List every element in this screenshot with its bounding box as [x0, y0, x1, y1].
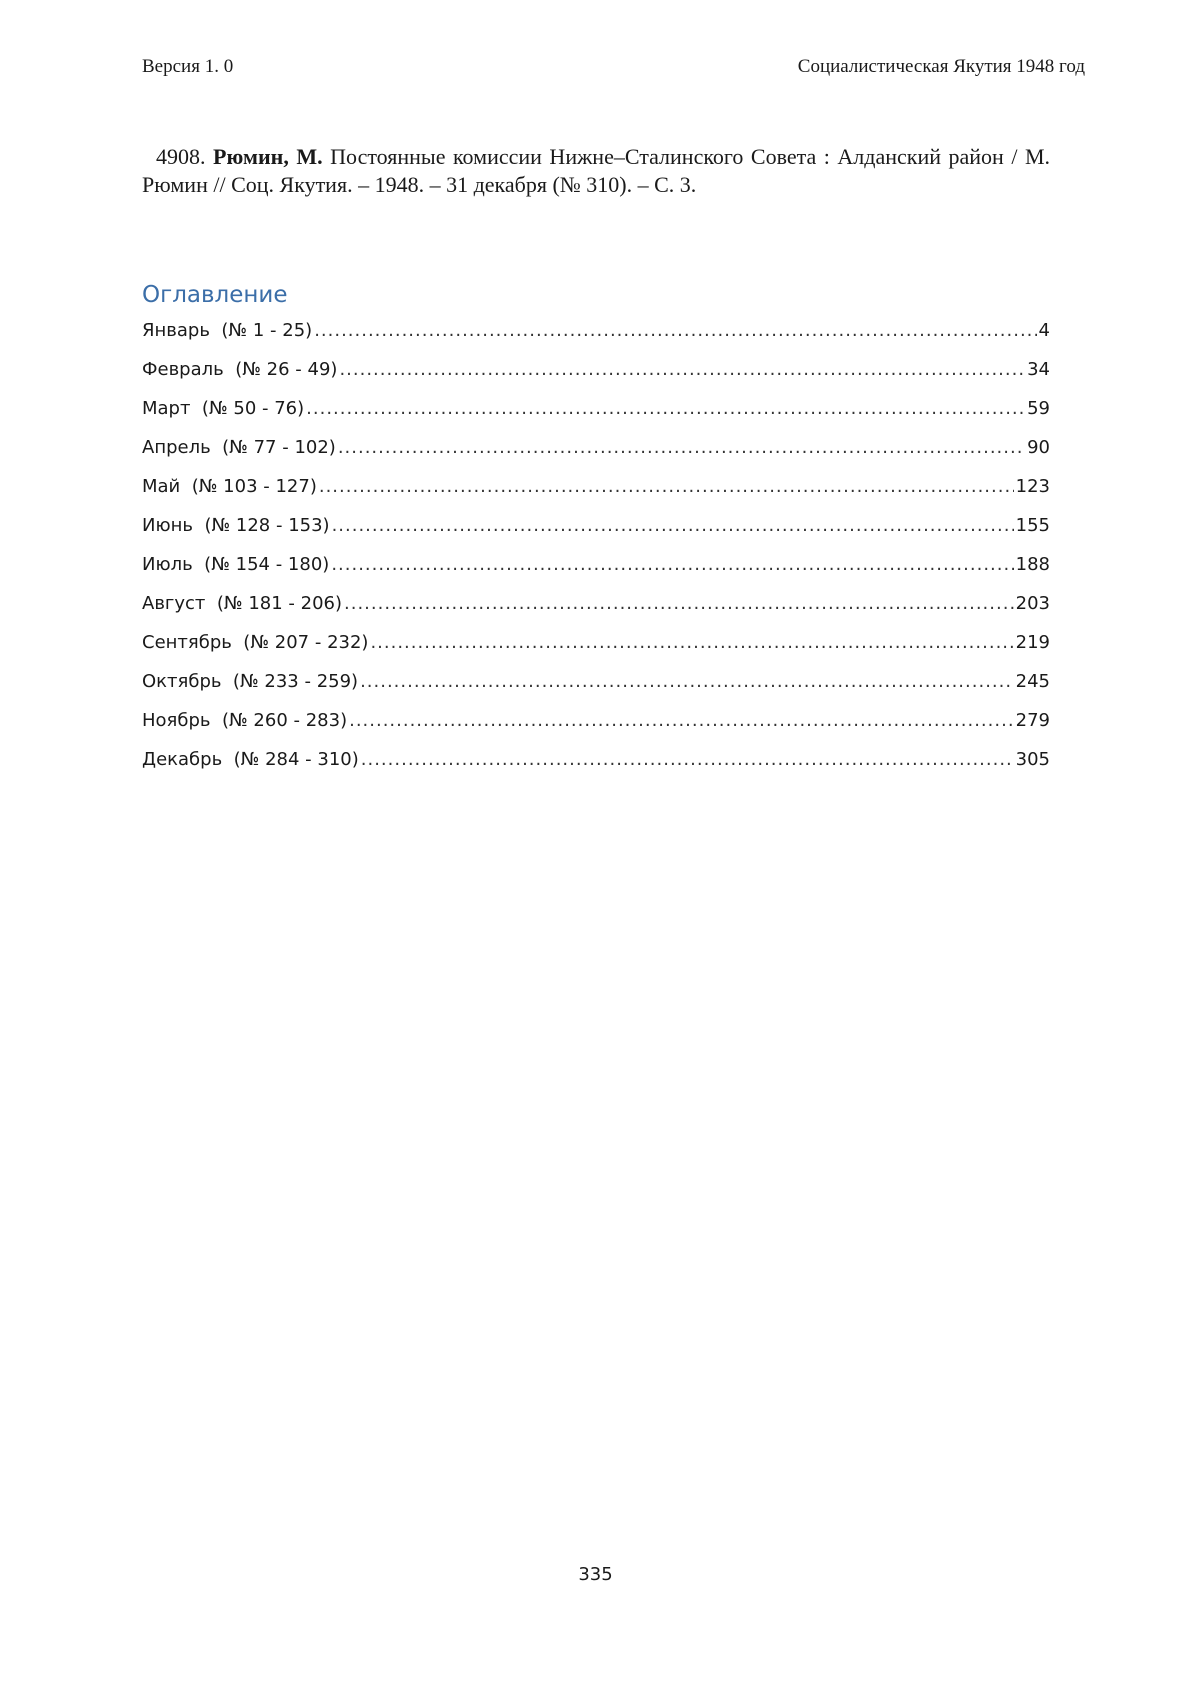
- toc-item-page: 59: [1027, 398, 1050, 419]
- header-version: Версия 1. 0: [142, 56, 234, 77]
- toc-item-page: 4: [1038, 320, 1050, 341]
- toc-item-april[interactable]: [142, 437, 1050, 476]
- toc-item-june[interactable]: [142, 515, 1050, 554]
- toc-item-december[interactable]: [142, 749, 1050, 788]
- entry-number: 4908.: [156, 144, 206, 169]
- toc-item-page: 90: [1027, 437, 1050, 458]
- entry-author: Рюмин, М.: [213, 144, 323, 169]
- toc-item-label: Декабрь (№ 284 - 310): [142, 749, 359, 770]
- toc-item-label: Июль (№ 154 - 180): [142, 554, 330, 575]
- toc-leader-dots: [331, 554, 1013, 575]
- toc-item-march[interactable]: [142, 398, 1050, 437]
- toc-item-label: Октябрь (№ 233 - 259): [142, 671, 359, 692]
- toc-item-label: Август (№ 181 - 206): [142, 593, 342, 614]
- toc-leader-dots: [344, 593, 1014, 614]
- toc-item-november[interactable]: [142, 710, 1050, 749]
- toc-leader-dots: [306, 398, 1025, 419]
- toc-leader-dots: [319, 476, 1014, 497]
- toc-item-september[interactable]: [142, 632, 1050, 671]
- toc-leader-dots: [332, 515, 1014, 536]
- toc-leader-dots: [360, 671, 1014, 692]
- toc-item-page: 305: [1015, 749, 1050, 770]
- toc-item-august[interactable]: [142, 593, 1050, 632]
- toc-item-page: 245: [1015, 671, 1050, 692]
- toc-item-label: Январь (№ 1 - 25): [142, 320, 313, 341]
- toc-item-page: 279: [1015, 710, 1050, 731]
- toc-item-july[interactable]: [142, 554, 1050, 593]
- table-of-contents: [142, 320, 1050, 788]
- toc-item-page: 34: [1027, 359, 1050, 380]
- page-header: [142, 56, 1085, 80]
- toc-item-label: Февраль (№ 26 - 49): [142, 359, 338, 380]
- toc-leader-dots: [370, 632, 1013, 653]
- toc-item-page: 155: [1015, 515, 1050, 536]
- bibliography-entry: [142, 143, 1050, 199]
- toc-item-page: 203: [1015, 593, 1050, 614]
- toc-leader-dots: [361, 749, 1014, 770]
- toc-item-label: Сентябрь (№ 207 - 232): [142, 632, 369, 653]
- toc-leader-dots: [349, 710, 1014, 731]
- toc-item-page: 123: [1015, 476, 1050, 497]
- toc-item-february[interactable]: [142, 359, 1050, 398]
- toc-leader-dots: [339, 359, 1025, 380]
- toc-item-page: 188: [1015, 554, 1050, 575]
- toc-item-page: 219: [1015, 632, 1050, 653]
- entry-text: Постоянные комиссии Нижне–Сталинского Совета : Алданский район / М. Рюмин // Соц. Якутия. – 1948. – 31 декабря (№ 310). – С. 3.: [142, 144, 1051, 197]
- toc-item-may[interactable]: [142, 476, 1050, 515]
- toc-leader-dots: [314, 320, 1036, 341]
- toc-item-label: Апрель (№ 77 - 102): [142, 437, 336, 458]
- toc-item-label: Ноябрь (№ 260 - 283): [142, 710, 348, 731]
- toc-item-january[interactable]: [142, 320, 1050, 359]
- toc-item-label: Май (№ 103 - 127): [142, 476, 317, 497]
- toc-heading: Оглавление: [142, 282, 288, 308]
- toc-leader-dots: [338, 437, 1025, 458]
- header-title: Социалистическая Якутия 1948 год: [797, 56, 1085, 77]
- toc-item-label: Июнь (№ 128 - 153): [142, 515, 330, 536]
- toc-item-label: Март (№ 50 - 76): [142, 398, 305, 419]
- toc-item-october[interactable]: [142, 671, 1050, 710]
- page-number: 335: [578, 1564, 613, 1585]
